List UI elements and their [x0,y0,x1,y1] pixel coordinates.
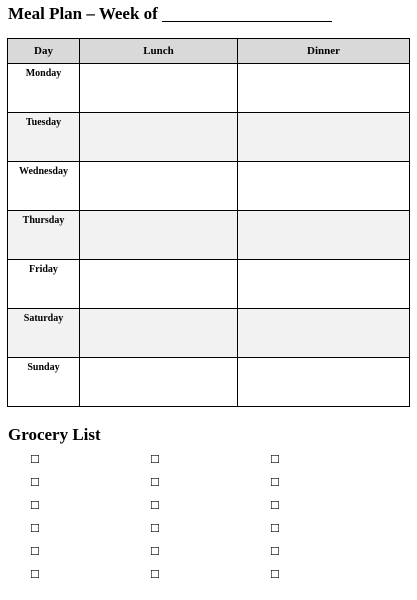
day-label-thursday: Thursday [8,211,80,260]
grocery-checkbox[interactable]: ☐ [270,568,280,581]
lunch-cell-wednesday[interactable] [80,162,238,211]
grocery-checkbox[interactable]: ☐ [150,476,160,489]
grocery-checkbox[interactable]: ☐ [150,545,160,558]
lunch-cell-sunday[interactable] [80,358,238,407]
column-header-dinner: Dinner [238,39,410,64]
grocery-checkbox[interactable]: ☐ [150,522,160,535]
grocery-checkbox[interactable]: ☐ [150,499,160,512]
week-date-blank[interactable] [162,4,332,22]
day-label-tuesday: Tuesday [8,113,80,162]
grocery-checkbox[interactable]: ☐ [150,568,160,581]
grocery-checkbox[interactable]: ☐ [270,453,280,466]
lunch-cell-thursday[interactable] [80,211,238,260]
column-header-day: Day [8,39,80,64]
lunch-cell-friday[interactable] [80,260,238,309]
dinner-cell-tuesday[interactable] [238,113,410,162]
day-label-wednesday: Wednesday [8,162,80,211]
title-text: Meal Plan – Week of [8,4,158,23]
grocery-checkbox[interactable]: ☐ [270,545,280,558]
grocery-checkbox[interactable]: ☐ [30,568,40,581]
grocery-checkbox[interactable]: ☐ [30,499,40,512]
grocery-checkbox[interactable]: ☐ [270,499,280,512]
grocery-checkbox[interactable]: ☐ [30,545,40,558]
table-row [8,309,410,358]
lunch-cell-saturday[interactable] [80,309,238,358]
grocery-checkbox[interactable]: ☐ [270,476,280,489]
table-row [8,64,410,113]
page-title [8,4,332,24]
table-header-row [8,39,410,64]
grocery-checkbox[interactable]: ☐ [150,453,160,466]
table-row [8,211,410,260]
table-row [8,358,410,407]
table-row [8,162,410,211]
grocery-checkbox[interactable]: ☐ [30,453,40,466]
dinner-cell-wednesday[interactable] [238,162,410,211]
dinner-cell-saturday[interactable] [238,309,410,358]
column-header-lunch: Lunch [80,39,238,64]
meal-plan-table [7,38,410,407]
table-row [8,113,410,162]
grocery-checkbox[interactable]: ☐ [270,522,280,535]
dinner-cell-sunday[interactable] [238,358,410,407]
day-label-sunday: Sunday [8,358,80,407]
day-label-saturday: Saturday [8,309,80,358]
grocery-checkbox[interactable]: ☐ [30,476,40,489]
lunch-cell-monday[interactable] [80,64,238,113]
grocery-list-title: Grocery List [8,425,101,444]
table-row [8,260,410,309]
dinner-cell-thursday[interactable] [238,211,410,260]
day-label-monday: Monday [8,64,80,113]
grocery-checkbox[interactable]: ☐ [30,522,40,535]
day-label-friday: Friday [8,260,80,309]
dinner-cell-friday[interactable] [238,260,410,309]
lunch-cell-tuesday[interactable] [80,113,238,162]
dinner-cell-monday[interactable] [238,64,410,113]
